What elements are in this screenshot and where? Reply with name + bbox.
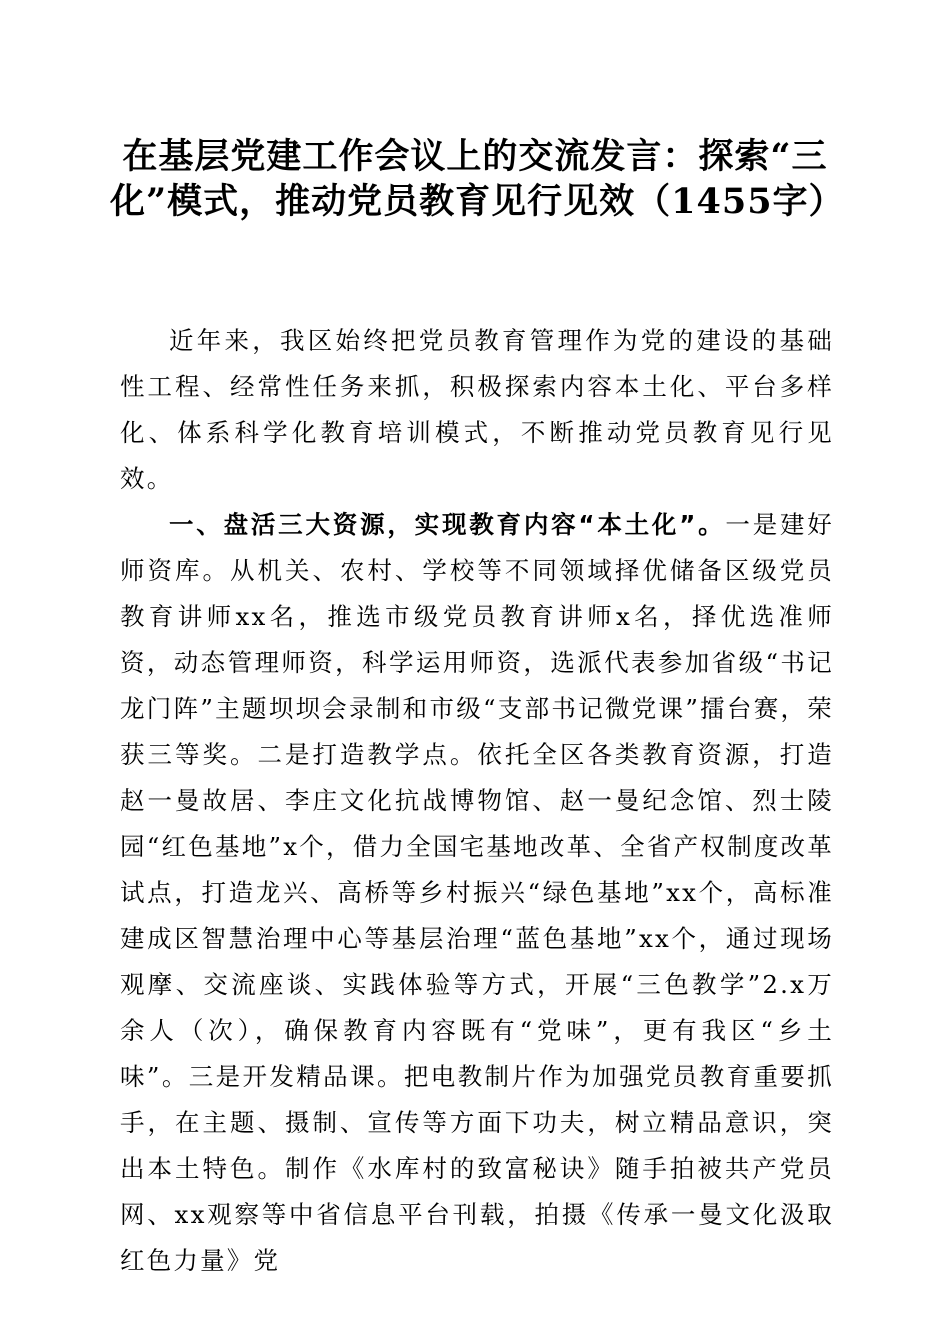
intro-paragraph: 近年来，我区始终把党员教育管理作为党的建设的基础性工程、经常性任务来抓，积极探索内容本土化、平台多样化、体系科学化教育培训模式，不断推动党员教育见行见效。 [120,326,834,493]
section-1-paragraph [120,502,834,1284]
section-1-heading: 一、盘活三大资源，实现教育内容“本土化”。 [169,510,726,539]
document-title: 在基层党建工作会议上的交流发言：探索“三化”模式，推动党员教育见行见效（1455字） [110,136,845,222]
section-1-body: 一是建好师资库。从机关、农村、学校等不同领域择优储备区级党员教育讲师xx名，推选市级党员教育讲师x名，择优选准师资，动态管理师资，科学运用师资，选派代表参加省级“书记龙门阵”主题坝坝会录制和市级“支部书记微党课”擂台赛，荣获三等奖。二是打造教学点。依托全区各类教育资源，打造赵一曼故居、李庄文化抗战博物馆、赵一曼纪念馆、烈士陵园“红色基地”x个，借力全国宅基地改革、全省产权制度改革试点，打造龙兴、高桥等乡村振兴“绿色基地”xx个，高标准建成区智慧治理中心等基层治理“蓝色基地”xx个，通过现场观摩、交流座谈、实践体验等方式，开展“三色教学”2.x万余人（次），确保教育内容既有“党味”，更有我区“乡土味”。三是开发精品课。把电教制片作为加强党员教育重要抓手，在主题、摄制、宣传等方面下功夫，树立精品意识，突出本土特色。制作《水库村的致富秘诀》随手拍被共产党员网、xx观察等中省信息平台刊载，拍摄《传承一曼文化汲取红色力量》党 [120,510,834,1275]
document-body [120,318,834,1284]
